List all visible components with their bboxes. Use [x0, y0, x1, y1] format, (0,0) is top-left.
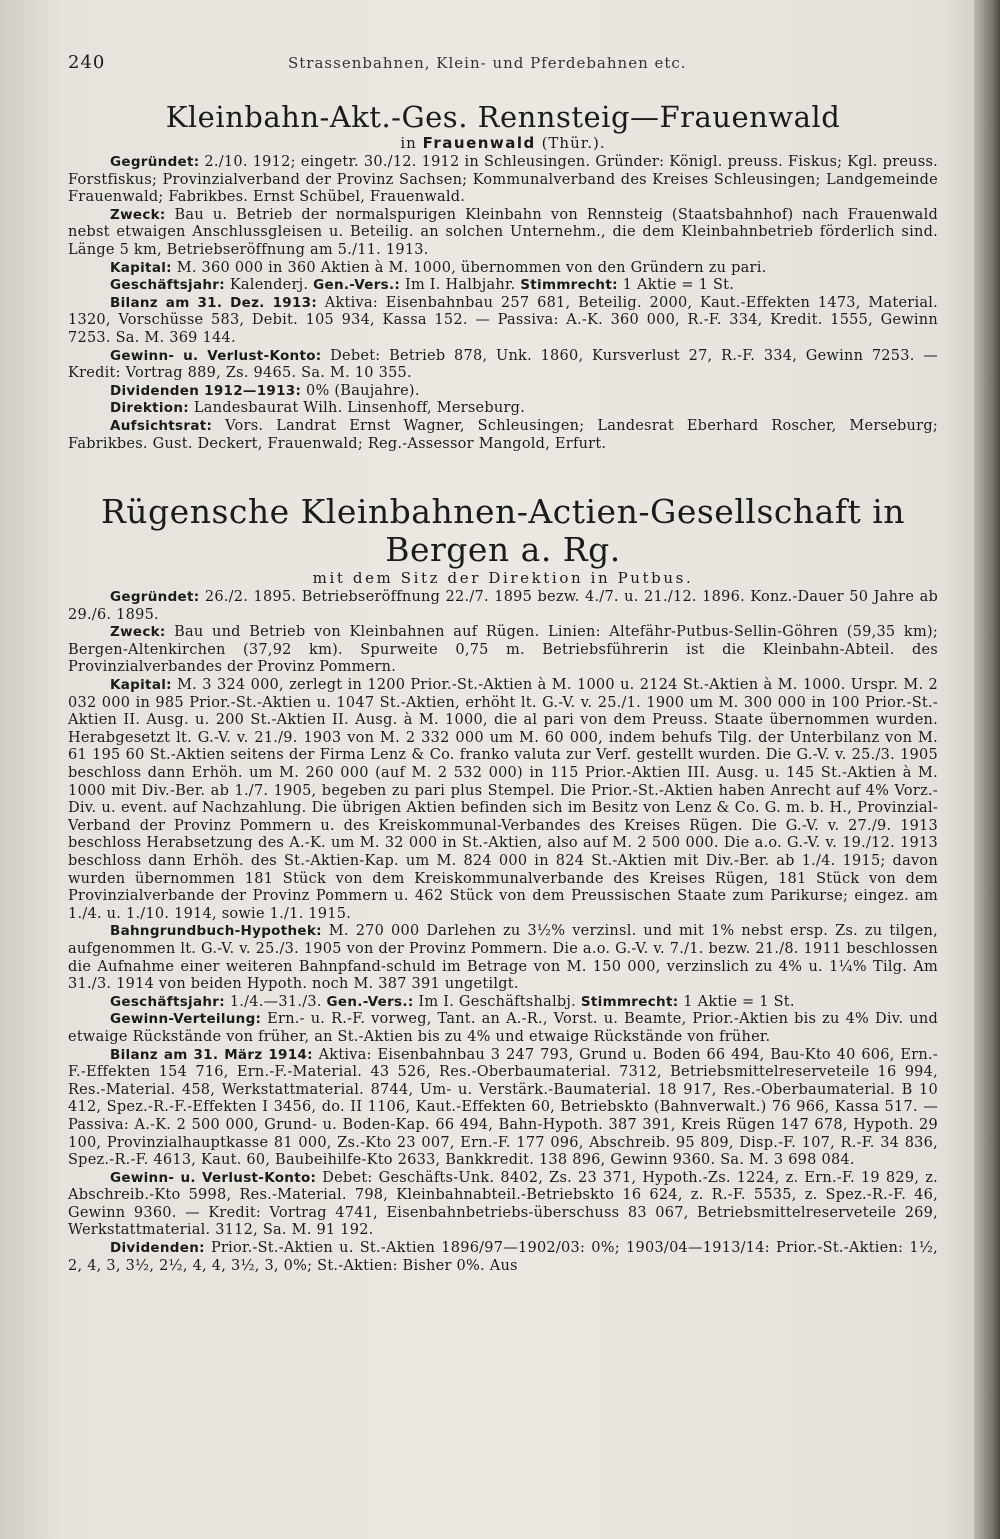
paragraph-fiscal-year: Geschäftsjahr: 1./4.—31./3. Gen.-Vers.: Im I. Geschäftshalbj. Stimmrecht: 1 Aktie = 1 St. — [110, 993, 795, 1010]
entry-title: Rügensche Kleinbahnen-Actien-Gesellschaft in Bergen a. Rg. — [100, 492, 906, 570]
paragraph-profit-distribution: Gewinn-Verteilung: Ern.- u. R.-F. vorweg, Tant. an A.-R., Vorst. u. Beamte, Prior.-Aktien bis zu 4% Div. und etwaige Rückstände von früher, an St.-Aktien bis zu 4% und etwaige Rückstände von früher. — [68, 1011, 938, 1045]
paragraph-balance: Bilanz am 31. Dez. 1913: Aktiva: Eisenbahnbau 257 681, Beteilig. 2000, Kaut.-Effekten 1473, Material. 1320, Vorschüsse 583, Debit. 105 934, Kassa 152. — Passiva: A.-K. 360 000, R.-F. 334, Kredit. 1555, Gewinn 7253. Sa. M. 369 144. — [68, 294, 938, 346]
paragraph-purpose: Zweck: Bau u. Betrieb der normalspurigen Kleinbahn von Rennsteig (Staatsbahnhof) nach Frauenwald nebst etwaigen Anschlussgleisen u. Beteilig. an solchen Unternehm., die dem Kleinbahnbetrieb förderlich sind. Länge 5 km, Betriebseröffnung am 5./11. 1913. — [68, 206, 938, 258]
entry-subtitle: mit dem Sitz der Direktion in Putbus. — [312, 569, 694, 588]
running-title: Strassenbahnen, Klein- und Pferdebahnen etc. — [288, 54, 687, 72]
location-name: Frauenwald — [422, 134, 536, 152]
entry-body — [68, 154, 938, 453]
paragraph-fiscal-year: Geschäftsjahr: Kalenderj. Gen.-Vers.: Im I. Halbjahr. Stimmrecht: 1 Aktie = 1 St. — [110, 277, 735, 294]
paragraph-supervisory-board: Aufsichtsrat: Vors. Landrat Ernst Wagner, Schleusingen; Landesrat Eberhard Roscher, Merseburg; Fabrikbes. Gust. Deckert, Frauenwald; Reg.-Assessor Mangold, Erfurt. — [68, 417, 938, 452]
paragraph-capital: Kapital: M. 3 324 000, zerlegt in 1200 Prior.-St.-Aktien à M. 1000 u. 2124 St.-Aktien à M. 1000. Urspr. M. 2 032 000 in 985 Prior.-St.-Aktien u. 1047 St.-Aktien, erhöht lt. G.-V. v. 25./1. 1900 um M. 300 000 in 100 Prior.-St.-Aktien II. Ausg. u. 200 St.-Aktien II. Ausg. à M. 1000, die al pari von dem Preuss. Staate übernommen wurden. Herabgesetzt lt. G.-V. v. 21./9. 1903 von M. 2 332 000 um M. 60 000, indem behufs Tilg. der Unterbilanz von M. 61 195 60 St.-Aktien seitens der Firma Lenz & Co. franko valuta zur Verf. gestellt wurden. Die G.-V. v. 25./3. 1905 beschloss dann Erhöh. um M. 260 000 (auf M. 2 532 000) in 115 Prior.-Aktien III. Ausg. u. 145 St.-Aktien à M. 1000 mit Div.-Ber. ab 1./7. 1905, begeben zu pari plus Stempel. Die Prior.-St.-Aktien haben Anrecht auf 4% Vorz.-Div. u. event. auf Nachzahlung. Die übrigen Aktien befinden sich im Besitz von Lenz & Co. G. m. b. H., Provinzial-Verband der Provinz Pommern u. des Kreiskommunal-Verbandes des Kreises Rügen. Die G.-V. v. 27./9. 1913 beschloss Herabsetzung des A.-K. um M. 32 000 in St.-Aktien, also auf M. 2 500 000. Die a.o. G.-V. v. 19./12. 1913 beschloss dann Erhöh. des St.-Aktien-Kap. um M. 824 000 in 824 St.-Aktien mit Div.-Ber. ab 1./4. 1915; davon wurden übernommen 181 Stück von dem Kreiskommunalverbande des Kreises Rügen, 181 Stück von dem Provinzialverbande der Provinz Pommern u. 462 Stück von dem Preussischen Staate zum Parikurse; eingez. am 1./4. u. 1./10. 1914, sowie 1./1. 1915. — [68, 677, 938, 922]
entry-body — [68, 589, 938, 1275]
company-entry-rennsteig — [68, 100, 938, 453]
entry-location — [68, 134, 938, 152]
location-prefix: in — [400, 134, 417, 152]
paragraph-profit-loss: Gewinn- u. Verlust-Konto: Debet: Geschäfts-Unk. 8402, Zs. 23 371, Hypoth.-Zs. 1224, z. Ern.-F. 19 829, z. Abschreib.-Kto 5998, Res.-Material. 798, Kleinbahnabteil.-Betriebskto 16 624, z. R.-F. 5535, z. Spez.-R.-F. 46, Gewinn 9360. — Kredit: Vortrag 4741, Eisenbahnbetriebs-überschuss 83 067, Betriebsmittelreserveteile 269, Werkstattmaterial. 3112, Sa. M. 91 192. — [68, 1169, 939, 1239]
company-entry-ruegen — [68, 493, 938, 1275]
paragraph-profit-loss: Gewinn- u. Verlust-Konto: Debet: Betrieb 878, Unk. 1860, Kursverlust 27, R.-F. 334, Gewinn 7253. — Kredit: Vortrag 889, Zs. 9465. Sa. M. 10 355. — [68, 347, 938, 382]
paragraph-mortgage: Bahngrundbuch-Hypothek: M. 270 000 Darlehen zu 3½% verzinsl. und mit 1% nebst ersp. Zs. zu tilgen, aufgenommen lt. G.-V. v. 25./3. 1905 von der Provinz Pommern. Die a.o. G.-V. v. 7./1. bezw. 21./8. 1911 beschlossen die Aufnahme einer weiteren Bahnpfand-schuld im Betrage von M. 150 000, verzinslich zu 4% u. 1¼% Tilg. Am 31./3. 1914 von beiden Hypoth. noch M. 387 391 ungetilgt. — [68, 923, 938, 993]
paragraph-management: Direktion: Landesbaurat Wilh. Linsenhoff, Merseburg. — [110, 400, 526, 417]
paragraph-capital: Kapital: M. 360 000 in 360 Aktien à M. 1000, übernommen von den Gründern zu pari. — [110, 259, 767, 276]
running-head — [68, 52, 938, 88]
book-spine-shadow — [974, 0, 1000, 1539]
paragraph-purpose: Zweck: Bau und Betrieb von Kleinbahnen auf Rügen. Linien: Altefähr-Putbus-Sellin-Göhren (59,35 km); Bergen-Altenkirchen (37,92 km). Spurweite 0,75 m. Betriebsführerin ist die Kleinbahn-Abteil. des Provinzialverbandes der Provinz Pommern. — [68, 624, 938, 676]
paragraph-balance: Bilanz am 31. März 1914: Aktiva: Eisenbahnbau 3 247 793, Grund u. Boden 66 494, Bau-Kto 40 606, Ern.-F.-Effekten 154 716, Ern.-F.-Material. 43 526, Res.-Oberbaumaterial. 7312, Betriebsmittelreserveteile 16 994, Res.-Material. 458, Werkstattmaterial. 8744, Um- u. Verstärk.-Baumaterial. 18 917, Res.-Oberbaumaterial. B 10 412, Spez.-R.-F.-Effekten I 3456, do. II 1106, Kaut.-Effekten 60, Betriebskto (Bahnverwalt.) 76 966, Kassa 517. — Passiva: A.-K. 2 500 000, Grund- u. Boden-Kap. 66 494, Bahn-Hypoth. 387 391, Kreis Rügen 147 678, Hypoth. 29 100, Provinzialhauptkasse 81 000, Zs.-Kto 23 007, Ern.-F. 177 096, Abschreib. 95 809, Disp.-F. 107, R.-F. 34 836, Spez.-R.-F. 4613, Kaut. 60, Baubeihilfe-Kto 2633, Bankkredit. 138 896, Gewinn 9360. Sa. M. 3 698 084. — [68, 1046, 938, 1169]
location-suffix: (Thür.). — [541, 134, 606, 152]
entry-title: Kleinbahn-Akt.-Ges. Rennsteig—Frauenwald — [165, 100, 841, 134]
page-number: 240 — [68, 52, 106, 73]
paragraph-founded: Gegründet: 2./10. 1912; eingetr. 30./12. 1912 in Schleusingen. Gründer: Königl. preuss. Fiskus; Kgl. preuss. Forstfiskus; Provinzialverband der Provinz Sachsen; Kommunalverband des Kreises Schleusingen; Landgemeinde Frauenwald; Fabrikbes. Ernst Schübel, Frauenwald. — [68, 154, 938, 206]
paragraph-founded: Gegründet: 26./2. 1895. Betriebseröffnung 22./7. 1895 bezw. 4./7. u. 21./12. 1896. Konz.-Dauer 50 Jahre ab 29./6. 1895. — [68, 589, 938, 623]
paragraph-dividends: Dividenden 1912—1913: 0% (Baujahre). — [110, 382, 420, 399]
paragraph-dividends: Dividenden: Prior.-St.-Aktien u. St.-Aktien 1896/97—1902/03: 0%; 1903/04—1913/14: Prior.-St.-Aktien: 1½, 2, 4, 3, 3½, 2½, 4, 4, 3½, 3, 0%; St.-Aktien: Bisher 0%. Aus — [68, 1240, 938, 1274]
